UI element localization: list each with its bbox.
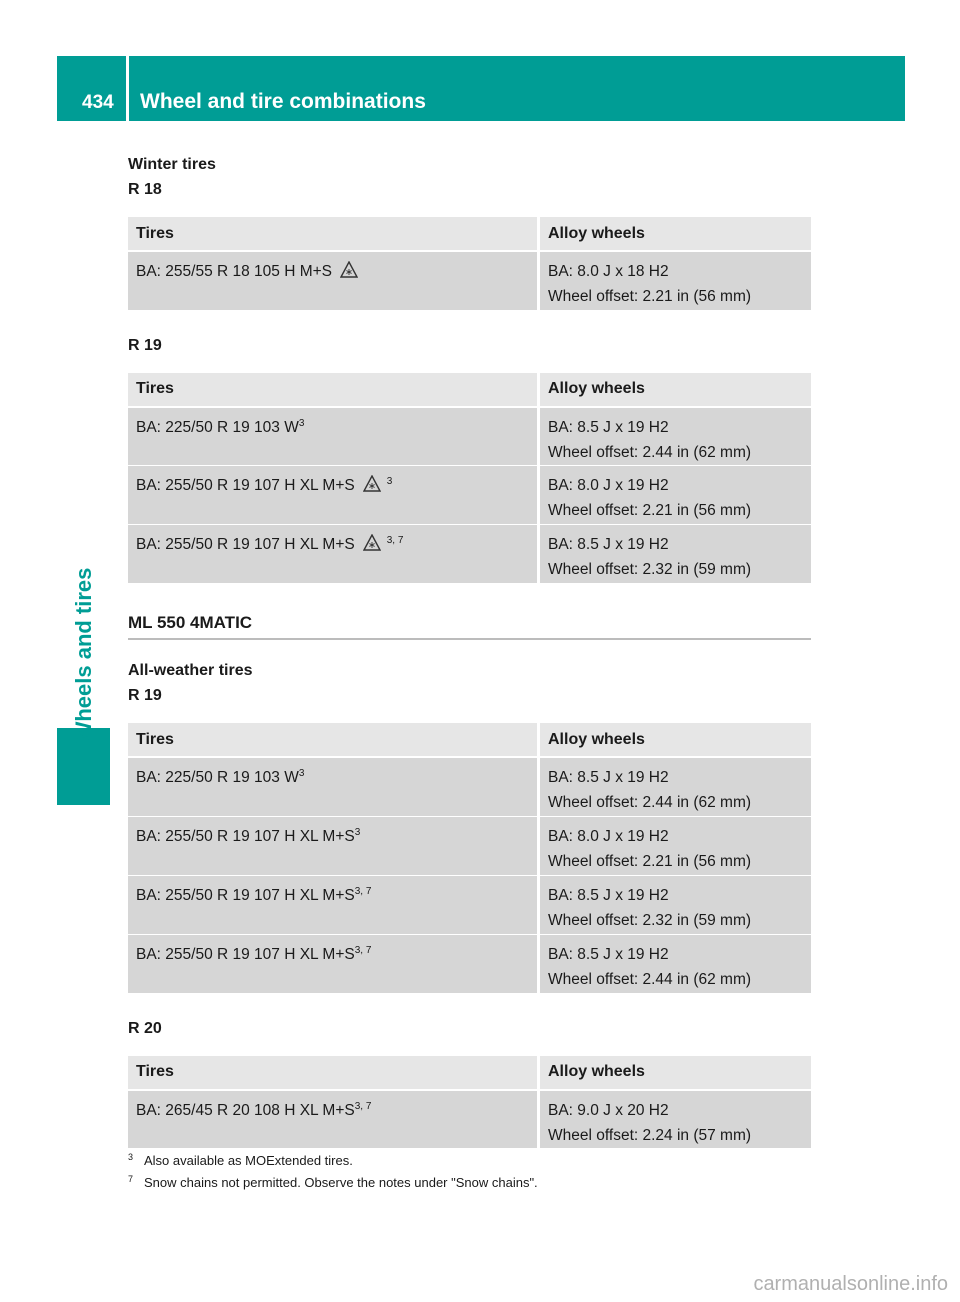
column-header-tires: Tires xyxy=(128,217,539,251)
tire-spec: BA: 255/50 R 19 107 H XL M+S xyxy=(136,536,355,553)
page-number: 434 xyxy=(82,92,114,113)
footnote-reference: 3, 7 xyxy=(354,944,372,956)
wheel-spec: BA: 8.5 J x 19 H2 xyxy=(548,769,669,786)
mountain-snowflake-icon xyxy=(363,475,381,493)
tire-cell xyxy=(128,757,539,816)
content xyxy=(128,154,811,1149)
heading-winter-tires: Winter tires xyxy=(128,156,216,173)
footnote-reference: 3 xyxy=(298,768,305,779)
column-header-wheels: Alloy wheels xyxy=(539,217,812,251)
footnote-reference: 3, 7 xyxy=(354,885,372,897)
watermark: carmanualsonline.info xyxy=(753,1273,948,1295)
mountain-snowflake-icon xyxy=(340,261,358,279)
tire-cell xyxy=(128,934,539,993)
table-row xyxy=(128,1090,811,1149)
wheel-cell xyxy=(539,466,812,525)
column-header-tires: Tires xyxy=(128,723,539,757)
tire-spec: BA: 265/45 R 20 108 H XL M+S xyxy=(136,1101,355,1119)
tire-spec: BA: 255/50 R 19 107 H XL M+S xyxy=(136,477,355,494)
tire-spec: BA: 255/50 R 19 107 H XL M+S xyxy=(136,945,355,963)
wheel-offset: Wheel offset: 2.21 in (56 mm) xyxy=(548,502,752,519)
wheel-offset: Wheel offset: 2.44 in (62 mm) xyxy=(548,970,752,988)
header-divider xyxy=(126,56,129,121)
wheel-offset: Wheel offset: 2.21 in (56 mm) xyxy=(548,288,752,305)
mountain-snowflake-icon xyxy=(363,534,381,552)
table-header-row xyxy=(128,1056,811,1090)
table-row xyxy=(128,816,811,875)
wheel-offset: Wheel offset: 2.44 in (62 mm) xyxy=(548,794,752,811)
table-winter-r18 xyxy=(128,217,811,311)
table-allweather-r20 xyxy=(128,1056,811,1150)
table-winter-r19 xyxy=(128,373,811,585)
wheel-offset: Wheel offset: 2.32 in (59 mm) xyxy=(548,911,752,929)
heading-r20: R 20 xyxy=(128,1019,162,1037)
wheel-cell xyxy=(539,934,812,993)
table-row xyxy=(128,407,811,466)
column-header-tires: Tires xyxy=(128,373,539,407)
footnote-reference: 3 xyxy=(298,417,305,429)
wheel-offset: Wheel offset: 2.32 in (59 mm) xyxy=(548,561,752,578)
side-section-label: Wheels and tires xyxy=(71,567,96,743)
footnote: 3 Also available as MOExtended tires. xyxy=(128,1152,353,1168)
wheel-spec: BA: 9.0 J x 20 H2 xyxy=(548,1101,669,1119)
tire-cell xyxy=(128,875,539,934)
wheel-spec: BA: 8.5 J x 19 H2 xyxy=(548,536,669,553)
heading-r18: R 18 xyxy=(128,181,162,198)
page-title: Wheel and tire combinations xyxy=(140,90,426,113)
wheel-offset: Wheel offset: 2.21 in (56 mm) xyxy=(548,852,752,870)
column-header-wheels: Alloy wheels xyxy=(539,1056,812,1090)
tire-cell xyxy=(128,525,539,584)
tire-spec: BA: 255/50 R 19 107 H XL M+S xyxy=(136,886,355,904)
tire-cell xyxy=(128,251,539,310)
footnote-reference: 3, 7 xyxy=(354,1100,372,1112)
table-header-row xyxy=(128,723,811,757)
wheel-spec: BA: 8.0 J x 19 H2 xyxy=(548,827,669,845)
column-header-tires: Tires xyxy=(128,1056,539,1090)
wheel-cell xyxy=(539,757,812,816)
table-row xyxy=(128,757,811,816)
tire-cell xyxy=(128,1090,539,1149)
heading-r19-allweather: R 19 xyxy=(128,687,162,704)
wheel-offset: Wheel offset: 2.24 in (57 mm) xyxy=(548,1126,752,1144)
tire-cell xyxy=(128,407,539,466)
wheel-spec: BA: 8.0 J x 19 H2 xyxy=(548,477,669,494)
footnotes xyxy=(128,1148,538,1192)
wheel-spec: BA: 8.0 J x 18 H2 xyxy=(548,263,669,280)
tire-spec: BA: 225/50 R 19 103 W xyxy=(136,418,299,436)
section-heading-ml550: ML 550 4MATIC xyxy=(128,612,811,640)
tire-cell xyxy=(128,816,539,875)
wheel-cell xyxy=(539,251,812,310)
wheel-cell xyxy=(539,525,812,584)
table-header-row xyxy=(128,217,811,251)
table-row xyxy=(128,875,811,934)
wheel-cell xyxy=(539,816,812,875)
wheel-spec: BA: 8.5 J x 19 H2 xyxy=(548,886,669,904)
table-row xyxy=(128,466,811,525)
table-row xyxy=(128,251,811,310)
footnote: 7 Snow chains not permitted. Observe the notes under "Snow chains". xyxy=(128,1174,538,1190)
footnote-reference: 3 xyxy=(354,826,361,838)
wheel-cell xyxy=(539,407,812,466)
column-header-wheels: Alloy wheels xyxy=(539,723,812,757)
footnote-reference: 3, 7 xyxy=(386,535,404,546)
tire-cell xyxy=(128,466,539,525)
column-header-wheels: Alloy wheels xyxy=(539,373,812,407)
table-row xyxy=(128,525,811,584)
wheel-cell xyxy=(539,875,812,934)
tire-spec: BA: 255/50 R 19 107 H XL M+S xyxy=(136,827,355,845)
tire-spec: BA: 225/50 R 19 103 W xyxy=(136,769,299,786)
wheel-spec: BA: 8.5 J x 19 H2 xyxy=(548,418,669,436)
table-allweather-r19 xyxy=(128,723,811,994)
heading-r19-winter: R 19 xyxy=(128,336,162,354)
footnote-reference: 3 xyxy=(386,476,393,487)
wheel-spec: BA: 8.5 J x 19 H2 xyxy=(548,945,669,963)
table-row xyxy=(128,934,811,993)
wheel-cell xyxy=(539,1090,812,1149)
table-header-row xyxy=(128,373,811,407)
tire-spec: BA: 255/55 R 18 105 H M+S xyxy=(136,263,333,280)
wheel-offset: Wheel offset: 2.44 in (62 mm) xyxy=(548,443,752,461)
heading-all-weather: All-weather tires xyxy=(128,662,253,679)
